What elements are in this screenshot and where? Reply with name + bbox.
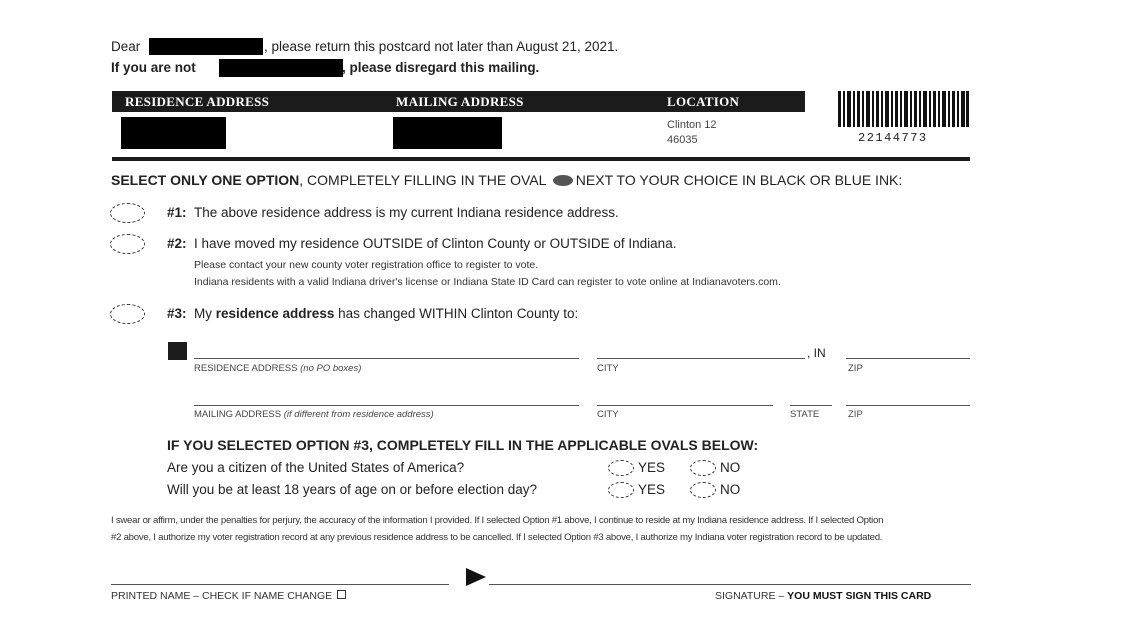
greeting-disregard: , please disregard this mailing.	[342, 60, 540, 75]
citizen-question: Are you a citizen of the United States of America?	[167, 460, 465, 475]
state-line[interactable]	[790, 405, 832, 406]
age-yes-oval[interactable]	[608, 482, 634, 498]
affirmation-text	[111, 512, 971, 546]
city-line[interactable]	[597, 358, 805, 359]
mailing-address-line[interactable]	[194, 405, 579, 406]
barcode-icon	[838, 91, 969, 127]
zip-label: ZIP	[848, 363, 863, 374]
age-no-oval[interactable]	[690, 482, 716, 498]
city-2-label: CITY	[597, 409, 619, 420]
mailing-address-label	[194, 409, 434, 420]
redacted-mailing-address	[393, 117, 502, 149]
residence-address-note: (no PO boxes)	[300, 363, 362, 374]
state-label: STATE	[790, 409, 820, 420]
greeting-return-text: , please return this postcard not later than August 21, 2021.	[264, 39, 619, 54]
signature-label	[715, 590, 931, 602]
residence-address-label	[194, 363, 361, 374]
option-1-oval[interactable]	[110, 203, 145, 223]
residence-address-line[interactable]	[194, 358, 579, 359]
age-no-label: NO	[720, 482, 741, 497]
state-in-separator: , IN	[807, 346, 826, 360]
printed-name-line[interactable]	[111, 584, 449, 585]
section-divider	[112, 157, 970, 161]
city-label: CITY	[597, 363, 619, 374]
citizen-no-label: NO	[720, 460, 741, 475]
sign-here-arrow-icon	[466, 568, 486, 586]
header-location: LOCATION	[667, 94, 740, 109]
affirmation-line-1: I swear or affirm, under the penalties for perjury, the accuracy of the information I provided. If I selected Option #1 above, I continue to reside at my Indiana residence address. If I selected Option	[111, 515, 884, 526]
instructions-text-2: NEXT TO YOUR CHOICE IN BLACK OR BLUE INK:	[575, 172, 903, 188]
filled-oval-icon	[553, 175, 573, 186]
city-2-line[interactable]	[597, 405, 773, 406]
option-3-oval[interactable]	[110, 304, 145, 324]
greeting-dear: Dear	[111, 39, 141, 54]
instructions-bold: SELECT ONLY ONE OPTION	[111, 172, 300, 188]
age-question: Will you be at least 18 years of age on or before election day?	[167, 482, 537, 497]
barcode-number: 22144773	[858, 131, 928, 145]
option-2-note-2: Indiana residents with a valid Indiana driver's license or Indiana State ID Card can register to vote online at Indianavoters.com.	[194, 276, 781, 288]
zip-2-label: ZIP	[848, 409, 863, 420]
option-1-text: The above residence address is my current Indiana residence address.	[194, 205, 619, 220]
option-3-text-bold: residence address	[215, 306, 335, 321]
zip-2-line[interactable]	[846, 405, 970, 406]
citizen-no-oval[interactable]	[690, 460, 716, 476]
option-3-text	[194, 306, 578, 321]
option-3-heading: IF YOU SELECTED OPTION #3, COMPLETELY FILL IN THE APPLICABLE OVALS BELOW:	[167, 437, 759, 453]
redacted-name-2	[219, 59, 343, 77]
affirmation-line-2: #2 above, I authorize my voter registration record at any previous residence address to be cancelled. If I selected Option #3 above, I authorize my Indiana voter registration record to be updated.	[111, 532, 883, 543]
zip-line[interactable]	[846, 358, 970, 359]
header-mailing-address: MAILING ADDRESS	[396, 94, 524, 109]
mailing-address-note: (if different from residence address)	[283, 409, 434, 420]
instructions-line	[111, 172, 902, 188]
redacted-residence-address	[121, 117, 226, 149]
signature-line[interactable]	[489, 584, 971, 585]
option-3-text-b: has changed WITHIN Clinton County to:	[338, 306, 579, 321]
option-3-text-a: My	[194, 306, 212, 321]
header-residence-address: RESIDENCE ADDRESS	[125, 94, 270, 109]
option-3-number: #3:	[167, 306, 187, 321]
redacted-name-1	[149, 38, 263, 55]
printed-name-label-text: PRINTED NAME – CHECK IF NAME CHANGE	[111, 590, 333, 602]
signature-must-sign: YOU MUST SIGN THIS CARD	[787, 590, 932, 602]
greeting-if-not: If you are not	[111, 60, 196, 75]
mailing-address-label-text: MAILING ADDRESS	[194, 409, 282, 420]
option-2-text: I have moved my residence OUTSIDE of Clinton County or OUTSIDE of Indiana.	[194, 236, 677, 251]
option-1-number: #1:	[167, 205, 187, 220]
option-2-note-1: Please contact your new county voter registration office to register to vote.	[194, 259, 539, 271]
residence-address-label-text: RESIDENCE ADDRESS	[194, 363, 298, 374]
filled-square-marker	[168, 342, 187, 360]
age-yes-label: YES	[638, 482, 666, 497]
citizen-yes-label: YES	[638, 460, 666, 475]
location-zip: 46035	[667, 134, 698, 146]
location-precinct: Clinton 12	[667, 119, 717, 131]
option-2-number: #2:	[167, 236, 187, 251]
printed-name-label	[111, 590, 346, 602]
signature-label-text: SIGNATURE –	[715, 590, 788, 602]
name-change-checkbox[interactable]	[337, 590, 346, 599]
citizen-yes-oval[interactable]	[608, 460, 634, 476]
instructions-text-1: , COMPLETELY FILLING IN THE OVAL	[299, 172, 546, 188]
option-2-oval[interactable]	[110, 234, 145, 254]
